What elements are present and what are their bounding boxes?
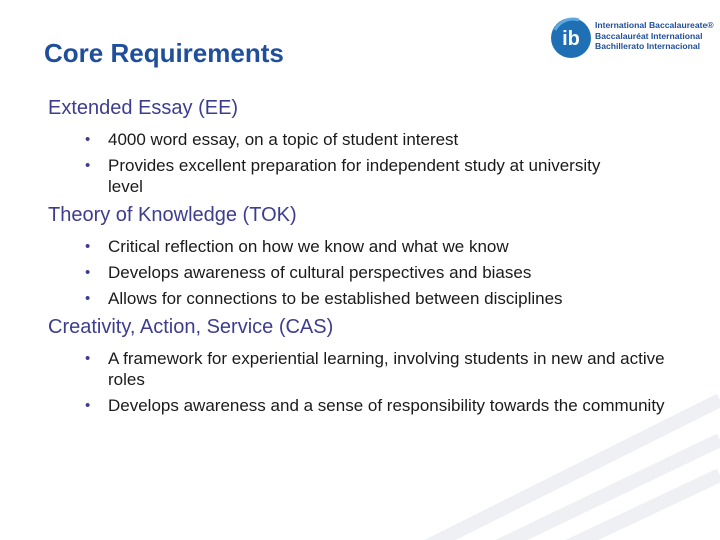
section-extended-essay xyxy=(48,95,708,197)
bullet-item xyxy=(48,236,708,257)
section-heading: Extended Essay (EE) xyxy=(48,97,239,119)
bullet-glyph: • xyxy=(85,290,91,307)
section-cas xyxy=(48,314,708,416)
bullet-list xyxy=(48,236,708,309)
bullet-glyph: • xyxy=(85,397,91,414)
section-theory-of-knowledge xyxy=(48,202,708,309)
ib-logo xyxy=(549,16,714,62)
section-heading: Theory of Knowledge (TOK) xyxy=(48,204,297,226)
bullet-item xyxy=(48,288,708,309)
bullet-glyph: • xyxy=(85,350,91,367)
bullet-text: A framework for experiential learning, involving students in new and active roles xyxy=(108,349,665,389)
bullet-list xyxy=(48,348,708,416)
slide-title: Core Requirements xyxy=(44,38,284,68)
logo-line-1: International Baccalaureate® xyxy=(595,20,714,30)
bullet-text: Provides excellent preparation for independent study at university level xyxy=(108,156,601,196)
bullet-glyph: • xyxy=(85,157,91,174)
bullet-item xyxy=(48,129,708,150)
bullet-item xyxy=(48,348,668,390)
logo-line-3: Bachillerato Internacional xyxy=(595,41,701,51)
slide-content xyxy=(48,95,708,421)
bullet-text: Allows for connections to be established between disciplines xyxy=(108,289,563,308)
bullet-text: Develops awareness of cultural perspectives and biases xyxy=(108,263,532,282)
bullet-item xyxy=(48,262,708,283)
ib-mark: ib xyxy=(562,28,580,50)
bullet-glyph: • xyxy=(85,264,91,281)
bullet-glyph: • xyxy=(85,131,91,148)
section-heading: Creativity, Action, Service (CAS) xyxy=(48,316,334,338)
bullet-item xyxy=(48,395,668,416)
bullet-text: Develops awareness and a sense of responsibility towards the community xyxy=(108,396,665,415)
bullet-item xyxy=(48,155,608,197)
logo-line-2: Baccalauréat International xyxy=(595,30,703,41)
bullet-glyph: • xyxy=(85,238,91,255)
ib-globe-icon xyxy=(549,16,593,60)
bullet-text: Critical reflection on how we know and what we know xyxy=(108,237,509,256)
bullet-list xyxy=(48,129,708,197)
bullet-text: 4000 word essay, on a topic of student interest xyxy=(108,130,459,149)
